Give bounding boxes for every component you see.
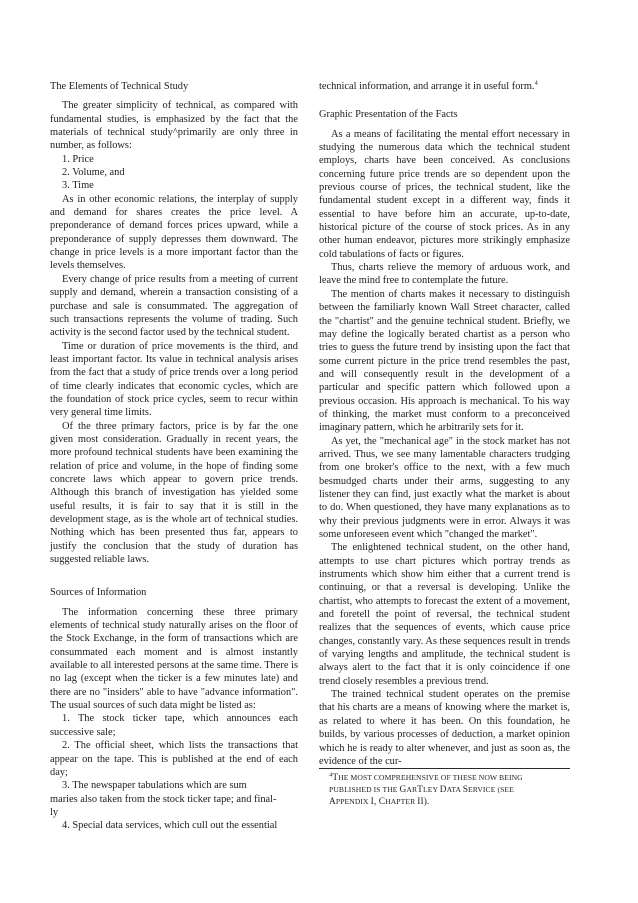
continuation-text: technical information, and arrange it in useful form. <box>319 81 535 92</box>
source-item-newspaper-line3: ly <box>50 806 59 818</box>
paragraph-trained-student: The trained technical student operates on the premise that his charts are a means of knowing where the market is, as related to where it has been. On this foundation, he builds, by various processes of deduction, a market opinion which he is ready to alter whenever, and just as soon as, the evidence of the cur- <box>319 689 570 767</box>
paragraph-volume: Every change of price results from a meeting of current supply and demand, wherein a transaction consisting of a purchase and sale is consummated. The aggregation of such transactions represents the volume of trading. Such activity is the second factor used by the technical student. <box>50 273 298 339</box>
paragraph-enlightened-student: The enlightened technical student, on the other hand, attempts to use chart pictures which portray trends as instruments which show him either that a current trend is continuing, or that a reversal is developing. Unlike the chartist, who attempts to forecast the extent of a movement, and foretell the point of reversal, the technical student realizes that the sequences of events, which cause price changes, constantly vary. As these sequences result in trends of varying lengths and amplitude, the technical student is always alert to the fact that it is only coincidence if one trend closely resembles a previous trend. <box>319 542 570 687</box>
paragraph-mechanical-age: As yet, the "mechanical age" in the stock market has not arrived. Thus, we see many lamentable characters trudging from one broker's office to the next, with a few much besmudged charts under their arms, suggesting to any listener they can find, just exactly what the market is about to do. When questioned, they have many explanations as to why their previous judgments were in error. Always it was some unforeseen event which "changed the market". <box>319 435 570 540</box>
footnote-line-3: APPENDIX I, CHAPTER II). <box>329 797 430 808</box>
footnote-number: 4 <box>329 771 333 779</box>
section-heading-elements: The Elements of Technical Study <box>50 81 189 92</box>
paragraph-time: Time or duration of price movements is the third, and least important factor. Its value in technical analysis arises from the fact that a study of price trends over a long period of time clearly indicates that economic cycles, which are the foundation of stock price cycles, seem to recur within very general time limits. <box>50 340 298 419</box>
paragraph-charts-conceived: As a means of facilitating the mental effort necessary in studying the numerous data which the technical student employs, charts have been conceived. As conclusions concerning future price trends are so dependent upon the previous course of prices, the technical student, like the fundamental student except in a different way, finds it essential to have before him an accurate, up-to-date, historical picture of the course of stock prices. As in any other human endeavor, pictures more strikingly emphasize cold tabulations of facts or figures. <box>319 128 570 260</box>
source-item-official-sheet: 2. The official sheet, which lists the transactions that appear on the tape. This is published at the end of each day; <box>50 740 298 778</box>
source-item-ticker: 1. The stock ticker tape, which announces each successive sale; <box>50 713 298 738</box>
paragraph-sources: The information concerning these three primary elements of technical study naturally arises on the floor of the Stock Exchange, in the form of transactions which are consummated each moment and is almost instantly available to all interested persons at the same time. There is no lag (except when the ticker is a few minutes late) and there are no "insiders" able to have "advance information". The usual sources of such data might be listed as: <box>50 606 298 712</box>
footnote-line-1: $^4$THE MOST COMPREHENSIVE OF THESE NOW BEING <box>329 771 523 783</box>
paragraph-charts-relieve: Thus, charts relieve the memory of arduous work, and leave the mind free to contemplate the future. <box>319 262 570 287</box>
paragraph-three-factors: Of the three primary factors, price is by far the one given most consideration. Gradually in recent years, the more profound technical students have been examining the relation of price and volume, in the hope of finding some concrete laws which appear to govern price trends. Although this branch of investigation has yielded some useful results, it is fair to say that it is still in the development stage, as is the whole art of technical studies. Nothing which has been presented thus far, appears to justify the conclusion that the study of duration has suggested reliable laws. <box>50 420 298 566</box>
section-heading-sources: Sources of Information <box>50 587 147 599</box>
list-item-time: 3. Time <box>62 180 94 192</box>
source-item-newspaper-line2: maries also taken from the stock ticker tape; and final- <box>50 793 277 805</box>
footnote-divider <box>319 768 570 769</box>
list-item-price: 1. Price <box>62 153 94 165</box>
footnote-reference: 4 <box>534 79 538 87</box>
paragraph-continuation <box>319 80 570 93</box>
source-item-data-services: 4. Special data services, which cull out the essential <box>62 820 278 832</box>
paragraph-chartist: The mention of charts makes it necessary to distinguish between the familiarly known Wall Street character, called the "chartist" and the genuine technical student. Briefly, we may define the logically berated chartist as a person who tries to guess the future trend by insisting upon the fact that some current picture in the price trend resembles the past, and will consequently result in the development of a particular and specific pattern which followed upon a previous occasion. His approach is mechanical. To his way of thinking, the market must conform to a preconceived imaginary pattern, which he arbitrarily sets for it. <box>319 288 570 434</box>
section-heading-graphic: Graphic Presentation of the Facts <box>319 109 458 121</box>
list-item-volume: 2. Volume, and <box>62 167 125 179</box>
footnote <box>329 772 567 809</box>
right-column <box>319 80 570 768</box>
source-item-newspaper-line1: 3. The newspaper tabulations which are sum <box>62 780 247 792</box>
left-column <box>50 80 298 833</box>
paragraph-supply-demand: As in other economic relations, the interplay of supply and demand for shares creates the price level. A preponderance of demand forces prices upward, while a preponderance of supply depresses them downward. The change in price levels is a more important factor than the levels themselves. <box>50 193 298 272</box>
paragraph-intro: The greater simplicity of technical, as compared with fundamental studies, is emphasized by the fact that the materials of technical study^primarily are only three in number, as follows: <box>50 100 298 152</box>
footnote-line-2: PUBLISHED IS THE GARTLEY DATA SERVICE (SEE <box>329 785 514 796</box>
